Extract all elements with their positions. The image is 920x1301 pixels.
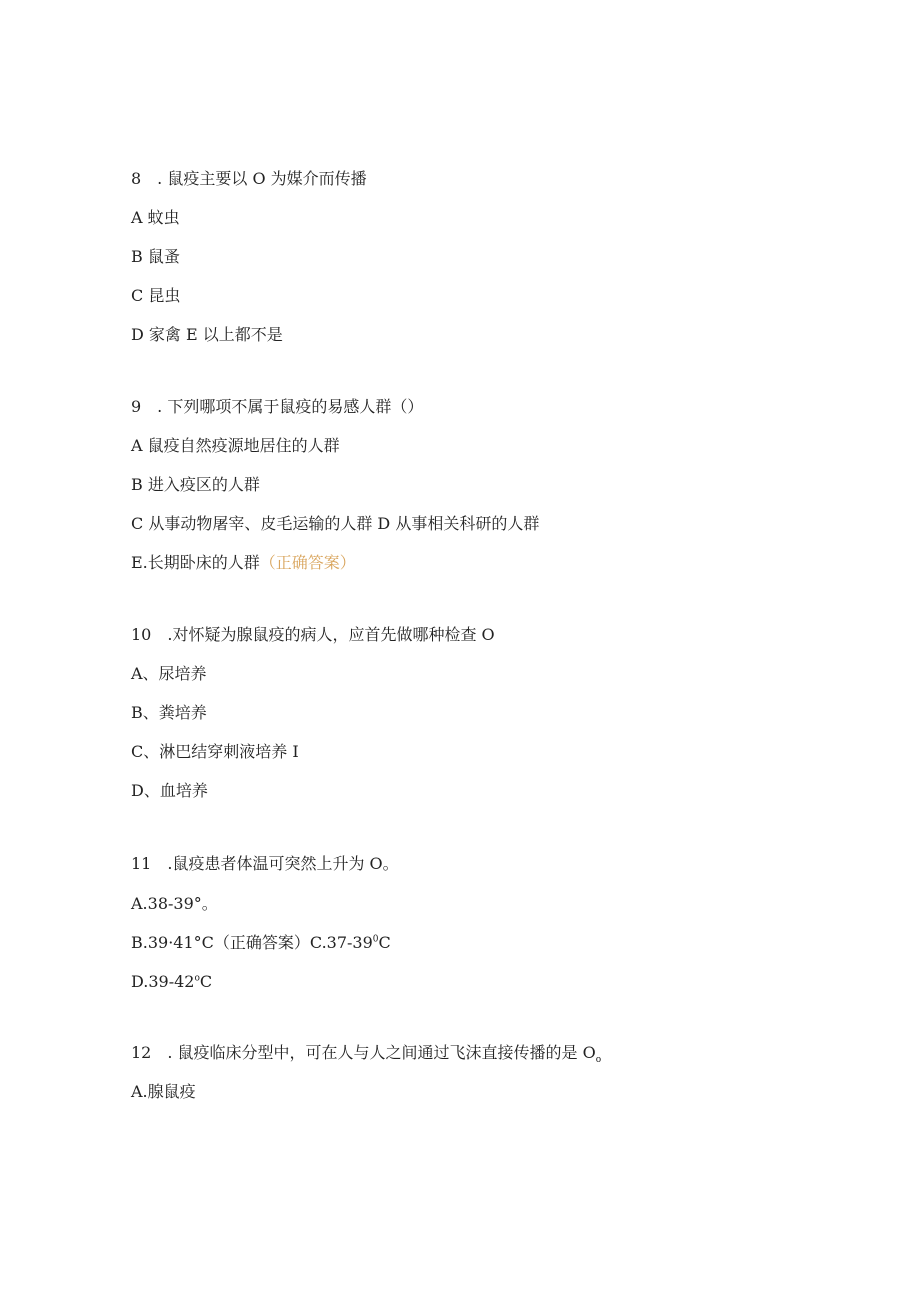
question-8-stem: 8 . 鼠疫主要以 O 为媒介而传播 — [131, 169, 367, 188]
question-11-option-d-text: D.39-42 — [131, 972, 195, 991]
question-9-option-e-text: E.长期卧床的人群 — [131, 553, 260, 572]
question-12-stem — [131, 1043, 602, 1066]
question-11-option-b-c — [131, 933, 391, 953]
question-10-stem: 10 .对怀疑为腺鼠疫的病人，应首先做哪种检查 O — [131, 625, 495, 644]
degree-superscript-d: o — [194, 973, 200, 984]
question-9-option-b: B 进入疫区的人群 — [131, 475, 260, 494]
question-12-stem-text: 12 . 鼠疫临床分型中，可在人与人之间通过飞沫直接传播的是 O — [131, 1043, 596, 1062]
question-8-option-d-e: D 家禽 E 以上都不是 — [131, 325, 283, 344]
question-11-option-a: A.38-39°。 — [131, 894, 218, 913]
correct-answer-note: （正确答案） — [259, 553, 356, 572]
question-12-option-a: A.腺鼠疫 — [131, 1082, 196, 1101]
question-12-subscript: o — [595, 1055, 602, 1066]
question-10-option-d: D、血培养 — [131, 781, 208, 800]
question-11-option-b-text: B.39·41°C（正确答案）C.37-39 — [131, 933, 373, 952]
question-9-option-a: A 鼠疫自然疫源地居住的人群 — [131, 436, 340, 455]
degree-superscript: 0 — [372, 934, 379, 945]
question-10-option-a: A、尿培养 — [131, 664, 207, 683]
question-8-option-a: A 蚊虫 — [131, 208, 180, 227]
question-10-option-b: B、粪培养 — [131, 703, 207, 722]
question-8-option-b: B 鼠蚤 — [131, 247, 180, 266]
question-11-option-d-unit: C — [199, 972, 213, 991]
question-9-option-e — [131, 553, 356, 573]
question-11-option-c-unit: C — [378, 933, 391, 952]
question-11-stem: 11 .鼠疫患者体温可突然上升为 O。 — [131, 854, 399, 873]
question-9-stem: 9 . 下列哪项不属于鼠疫的易感人群（） — [131, 397, 424, 416]
question-9-option-c-d: C 从事动物屠宰、皮毛运输的人群 D 从事相关科研的人群 — [131, 514, 540, 533]
question-10-option-c: C、淋巴结穿刺液培养 I — [131, 742, 299, 761]
question-11-option-d — [131, 972, 212, 992]
question-8-option-c: C 昆虫 — [131, 286, 181, 305]
